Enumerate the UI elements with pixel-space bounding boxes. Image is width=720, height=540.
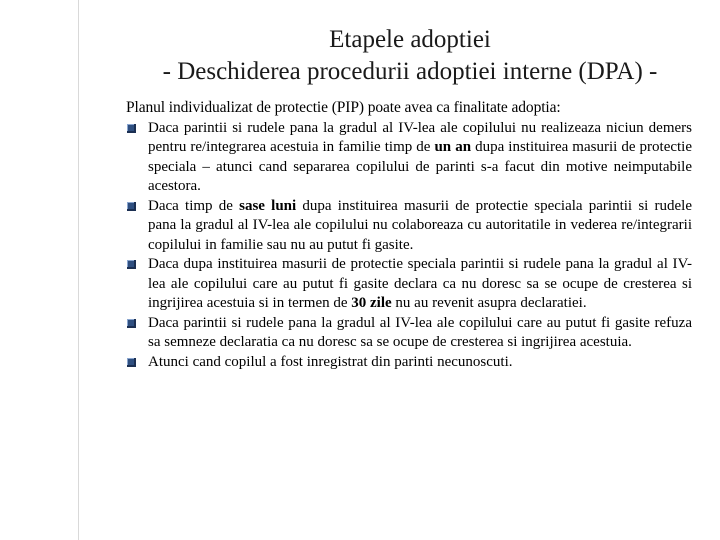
bullet-3-emphasis: 30 zile (351, 295, 392, 311)
bullet-1-text-start: Daca parintii si rudele pana la gradul al IV-lea ale copilului nu realizeaza niciun demers pentru re/integrarea acestuia in familie timp de (148, 119, 692, 155)
bullet-5-text: Atunci cand copilul a fost inregistrat din parinti necunoscuti. (148, 353, 513, 370)
bullet-item-5 (126, 353, 692, 373)
bullet-1-emphasis: un an (434, 139, 472, 155)
bullet-2-text-end: dupa instituirea masurii de protectie speciala parintii si rudele pana la gradul al IV-lea ale copilului nu colaboreaza cu autoritatile in vederea re/integrarii copilului in familie sau nu au putut fi gasite. (148, 197, 693, 253)
square-bullet-icon (127, 358, 136, 367)
title-line-2: - Deschiderea procedurii adoptiei interne (DPA) - (162, 58, 658, 85)
bullet-item-1 (126, 119, 692, 197)
bullet-item-3 (126, 255, 692, 314)
bullet-1-text-end: dupa instituirea masurii de protectie speciala – atunci cand separarea copilului de parinti s-a facut din motive neimputabile acestora. (148, 139, 692, 194)
slide-body (126, 98, 692, 372)
left-divider-line (78, 0, 79, 540)
bullet-4-text: Daca parintii si rudele pana la gradul al IV-lea ale copilului care au putut fi gasite refuza sa semneze declaratia ca nu doresc sa se ocupe de cresterea si ingrijirea acestuia. (148, 314, 692, 350)
slide-title (100, 24, 720, 88)
bullet-3-text-start: Daca dupa instituirea masurii de protectie speciala parintii si rudele pana la gradul al IV-lea ale copilului care au putut fi gasite declara ca nu doresc sa se ocupe de cresterea si ingrijirea acestuia si in termen de (148, 256, 692, 311)
bullet-item-2 (126, 197, 692, 256)
intro-text: Planul individualizat de protectie (PIP) poate avea ca finalitate adoptia: (126, 99, 561, 116)
square-bullet-icon (127, 124, 136, 133)
bullet-2-text-start: Daca timp de (148, 197, 240, 214)
bullet-3-text-end: nu au revenit asupra declaratiei. (391, 295, 587, 311)
square-bullet-icon (127, 319, 136, 328)
title-line-1: Etapele adoptiei (329, 26, 491, 53)
bullet-list (126, 119, 692, 373)
square-bullet-icon (127, 260, 136, 269)
square-bullet-icon (127, 202, 136, 211)
bullet-2-emphasis: sase luni (239, 197, 297, 214)
bullet-item-4 (126, 314, 692, 353)
